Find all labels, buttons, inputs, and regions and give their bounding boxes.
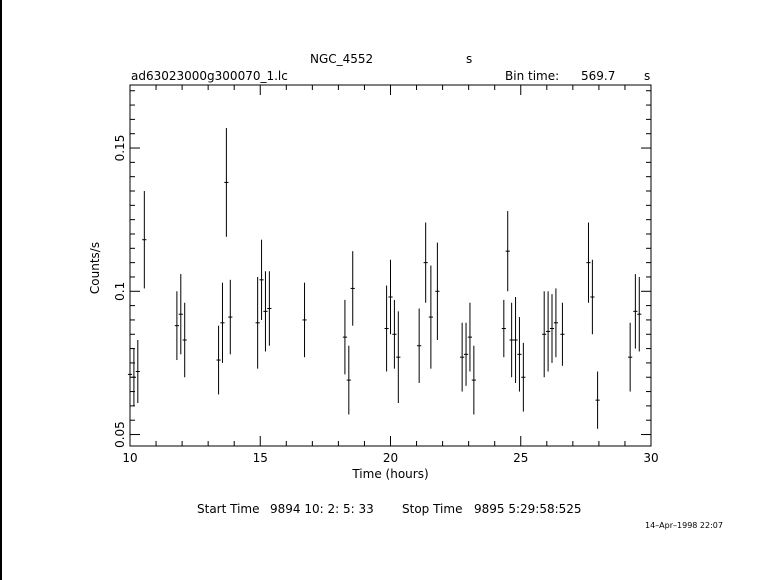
x-axis-label: Time (hours) xyxy=(352,467,429,481)
stop-time-value: 9895 5:29:58:525 xyxy=(474,502,582,516)
data-point xyxy=(464,323,468,386)
bin-time-value: 569.7 xyxy=(581,69,616,83)
start-time-label: Start Time xyxy=(197,502,260,516)
bin-time-unit: s xyxy=(644,69,651,83)
filename-label: ad63023000g300070_1.lc xyxy=(131,69,288,83)
data-point xyxy=(142,191,146,288)
data-point xyxy=(546,291,550,371)
data-point xyxy=(224,128,228,237)
data-point xyxy=(385,286,389,372)
data-point xyxy=(388,260,392,334)
data-point xyxy=(633,274,637,348)
data-point xyxy=(351,251,355,325)
data-point xyxy=(513,297,517,383)
data-point xyxy=(590,260,594,334)
data-point xyxy=(216,326,220,395)
data-point xyxy=(228,280,232,354)
stop-time-label: Stop Time xyxy=(402,502,463,516)
data-point xyxy=(128,343,132,406)
data-point xyxy=(628,323,632,392)
data-point xyxy=(347,346,351,415)
data-point xyxy=(586,223,590,303)
data-point xyxy=(392,300,396,369)
data-point xyxy=(429,266,433,369)
data-point xyxy=(263,271,267,351)
data-point xyxy=(132,349,136,406)
data-point xyxy=(560,303,564,366)
x-tick-label: 10 xyxy=(122,451,138,465)
start-time-value: 9894 10: 2: 5: 33 xyxy=(270,502,374,516)
data-point xyxy=(510,303,514,377)
data-point xyxy=(267,271,271,345)
data-point xyxy=(343,300,347,374)
data-point xyxy=(435,243,439,340)
data-point xyxy=(259,240,263,320)
data-point xyxy=(637,277,641,351)
data-point xyxy=(179,274,183,354)
y-tick-label: 0.15 xyxy=(113,134,127,162)
data-point xyxy=(417,308,421,382)
data-point xyxy=(302,283,306,357)
data-point xyxy=(468,303,472,372)
data-point xyxy=(136,340,140,403)
y-tick-label: 0.1 xyxy=(113,281,127,301)
data-point xyxy=(554,288,558,357)
data-point xyxy=(396,311,400,403)
object-title: NGC_4552 xyxy=(310,52,374,66)
x-tick-label: 15 xyxy=(252,451,268,465)
x-tick-label: 20 xyxy=(382,451,399,465)
data-point xyxy=(256,277,260,369)
bin-time-label: Bin time: xyxy=(505,69,560,83)
data-point xyxy=(542,291,546,377)
data-point xyxy=(596,372,600,429)
data-point xyxy=(517,317,521,391)
x-tick-label: 25 xyxy=(513,451,529,465)
y-axis-label: Counts/s xyxy=(88,241,102,295)
plot-timestamp: 14–Apr–1998 22:07 xyxy=(645,521,723,530)
y-tick-label: 0.05 xyxy=(113,421,127,448)
data-point xyxy=(502,300,506,357)
x-tick-label: 30 xyxy=(643,451,659,465)
data-point xyxy=(220,283,224,363)
units-flag: s xyxy=(466,52,473,66)
data-point xyxy=(183,303,187,377)
data-point xyxy=(550,294,554,363)
data-point xyxy=(521,343,525,412)
data-point xyxy=(472,346,476,415)
data-point xyxy=(460,323,464,392)
data-point xyxy=(424,223,428,303)
data-point xyxy=(175,291,179,360)
data-point xyxy=(506,211,510,291)
